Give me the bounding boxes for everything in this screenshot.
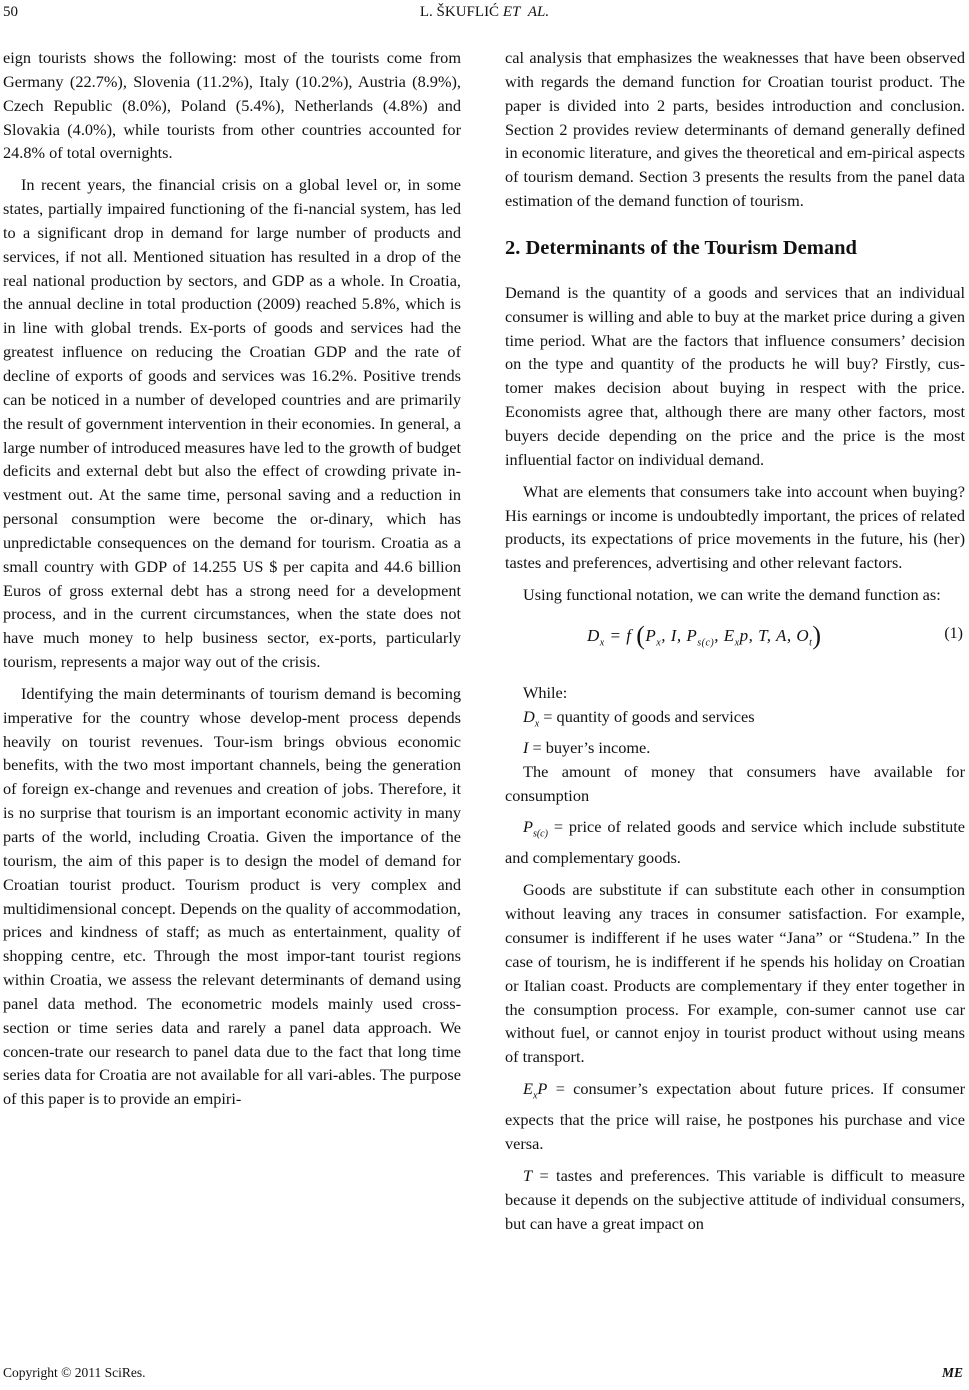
page-number: 50 <box>3 4 18 20</box>
running-head <box>0 4 969 21</box>
definition-i-text: = buyer’s income. <box>532 737 651 757</box>
section-title: 2. Determinants of the Tourism Demand <box>505 236 857 259</box>
paragraph: The amount of money that consumers have available for consumption <box>505 761 965 805</box>
paragraph: What are elements that consumers take into account when buying? His earnings or income is undoubtedly important, the prices of related products, its expectations of price movements in the future, his (her) tastes and preferences, advertising and other relevant factors. <box>505 481 965 573</box>
right-column <box>505 46 965 1235</box>
footer-copyright: Copyright © 2011 SciRes. <box>3 1365 146 1380</box>
running-head-authors: L. ŠKUFLIĆ <box>419 4 500 20</box>
paragraph: cal analysis that emphasizes the weaknesses that have been observed with regards the demand function for Croatian tourist product. The paper is divided into 2 parts, besides introduction and conclusion. Section 2 provides review determinants of demand generally defined in economic literature, and gives the theoretical and em-pirical aspects of tourism demand. Section 3 presents the results from the panel data estimation of the demand function of tourism. <box>505 48 965 211</box>
definition-dx-text: = quantity of goods and services <box>543 706 755 726</box>
demand-equation <box>505 619 965 659</box>
equation-number: (1) <box>944 624 963 642</box>
definition-psc-text: = price of related goods and service which include substitute and complementary goods. <box>505 817 965 868</box>
definition-psc: $P_{s(c)}$ = price of related goods and service which include substitute and complementary goods. <box>505 817 965 868</box>
paragraph: Using functional notation, we can write the demand function as: <box>523 585 941 605</box>
definition-exp-text: = consumer’s expectation about future prices. If consumer expects that the price will raise, he postpones his purchase and vice versa. <box>505 1079 966 1153</box>
equation-formula: $D_x = f$ ($P_x$, I, $P_{s(c)}$, $E_xp$, T, A, $O_t$) <box>587 620 822 650</box>
paragraph: Identifying the main determinants of tourism demand is becoming imperative for the country whose develop-ment process depends heavily on tourist revenues. Tour-ism brings obvious economic benefits, with the two most important channels, being the generation of foreign ex-change and revenues and creation of jobs. Therefore, it is no surprise that tourism is an important economic activity in many parts of the world, including Croatia. Given the importance of the tourism, the aim of this paper is to design the model of demand for Croatian tourist product. Tourism product is very complex and multidimensional concept. Depends on the quality of accommodation, prices and kindness of staff; as much as entertainment, quality of shopping centre, etc. Through the most impor-tant tourist regions within Croatia, we assess the relevant determinants of demand using panel data method. The econometric models mainly used cross-section or time series data and rarely a panel data approach. We concen-trate our research to panel data due to the fact that long time series data for Croatia are not available for all vari-ables. The purpose of this paper is to provide an empiri- <box>3 683 461 1109</box>
definition-i: I = buyer’s income. <box>523 737 651 757</box>
paragraph: Goods are substitute if can substitute each other in consumption without leaving any traces in consumer satisfaction. For example, consumer is indifferent if he uses water “Jana” or “Studena.” In the case of tourism, he is indifferent if he spends his holiday on Croatian or Italian coast. Products are complementary if they enter together in the consumption process. For example, con-sumer cannot use car without fuel, or cannot enjoy in tourist product without using means of transport. <box>505 880 965 1067</box>
footer-journal: ME <box>941 1365 963 1380</box>
definition-t-text: = tastes and preferences. This variable is difficult to measure because it depends on the subjective attitude of individual consumers, but can have a great impact on <box>505 1165 965 1233</box>
definition-exp: $E_xP$ = consumer’s expectation about future prices. If consumer expects that the price will raise, he postpones his purchase and vice versa. <box>505 1079 966 1153</box>
paragraph: In recent years, the financial crisis on a global level or, in some states, partially impaired functioning of the fi-nancial system, has led to a significant drop in demand for large number of products and services, if not all. Mentioned situation has resulted in a drop of the real national production by sectors, and GDP as a whole. In Croatia, the annual decline in total production (2009) reached 5.8%, which is in line with global trends. Ex-ports of goods and services had the greatest influence on reducing the Croatian GDP and the rate of decline of exports of goods and services was 16.2%. Positive trends can be noticed in a number of developed countries and are primarily the result of government intervention in their economies. In general, a large number of introduced measures have led to the growth of budget deficits and external debt but also the effect of crowding private in-vestment out. At the same time, personal saving and a reduction in personal consumption were become the or-dinary, which has unpredictable consequences on the demand for tourism. Croatia as a small country with GDP of 14.255 US $ per capita and 44.6 billion Euros of gross external debt has a strong need for a development process, and in the current circumstances, when the state does not have much money to help business sector, ex-ports, particularly tourism, represents a major way out of the crisis. <box>3 175 461 672</box>
left-column <box>3 46 461 1111</box>
running-head-et: ET <box>502 4 521 20</box>
definition-dx: $D_x$ = quantity of goods and services <box>523 706 755 729</box>
paragraph: eign tourists shows the following: most of the tourists come from Germany (22.7%), Slovenia (11.2%), Italy (10.2%), Austria (8.9%), Czech Republic (8.0%), Poland (5.4%), Netherlands (4.8%) and Slovakia (4.0%), while tourists from other countries accounted for 24.8% of total overnights. <box>3 48 461 163</box>
paragraph: Demand is the quantity of a goods and services that an individual consumer is willing and able to buy at the market price during a given time period. What are the factors that influence consumers’ decision on the type and quantity of the products he will buy? Firstly, cus-tomer makes decision about buying in respect with the price. Economists agree that, although there are many other factors, most buyers decide depending on the price and the price is the most influential factor on individual demand. <box>505 282 965 469</box>
while-label: While: <box>523 682 568 702</box>
running-head-al: AL. <box>527 4 550 20</box>
definition-t: T = tastes and preferences. This variable is difficult to measure because it depends on the subjective attitude of individual consumers, but can have a great impact on <box>505 1165 965 1233</box>
